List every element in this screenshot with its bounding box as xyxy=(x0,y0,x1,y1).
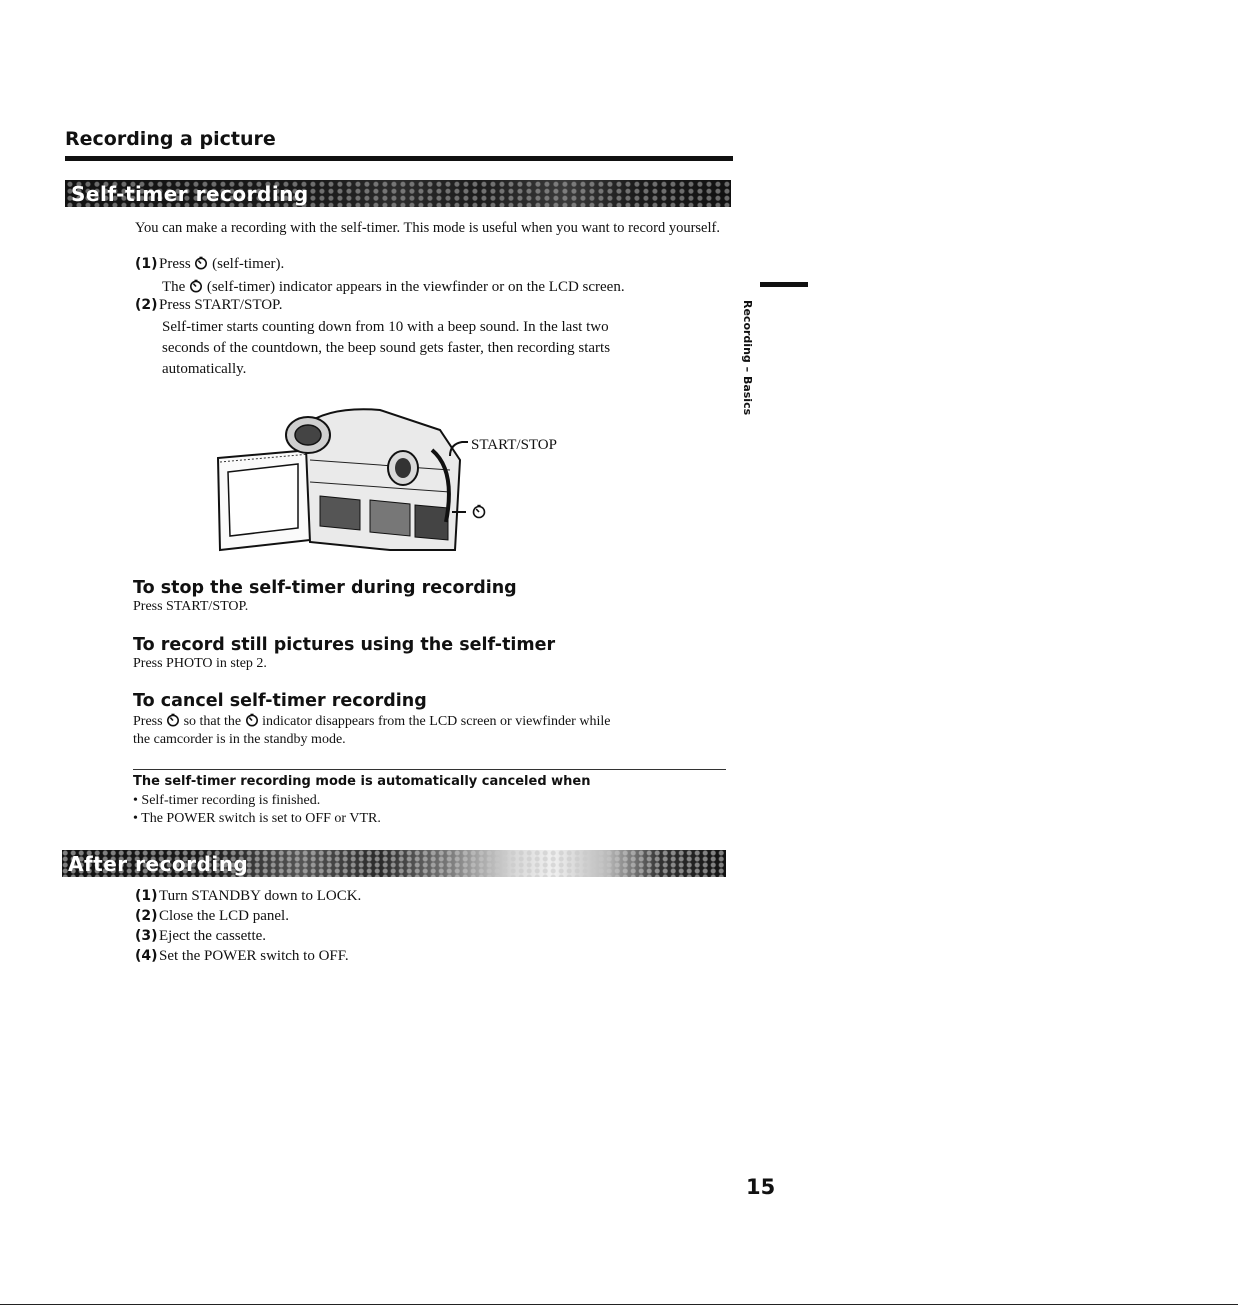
stop-instruction: Press START/STOP. xyxy=(133,599,249,614)
step-2-detail xyxy=(162,317,722,380)
camcorder-illustration xyxy=(210,400,590,560)
step-1-detail xyxy=(162,277,722,298)
step-number: (3) xyxy=(135,928,158,944)
note-heading: The self-timer recording mode is automatically canceled when xyxy=(133,774,591,789)
section-banner-label: After recording xyxy=(68,852,249,876)
cancel-text: so that the xyxy=(183,714,242,729)
page-title: Recording a picture xyxy=(65,128,276,150)
side-tab-text: Recording – Basics xyxy=(741,300,754,416)
cancel-text: indicator disappears from the LCD screen or viewfinder while xyxy=(262,714,611,729)
self-timer-icon xyxy=(245,713,259,727)
step-number: (2) xyxy=(135,297,158,313)
figure-label-start-stop: START/STOP xyxy=(471,437,557,453)
detail-line: automatically. xyxy=(162,361,247,377)
step-text: Press xyxy=(159,256,191,272)
detail-text: (self-timer) indicator appears in the viewfinder or on the LCD screen. xyxy=(206,279,625,295)
bottom-rule xyxy=(0,1304,1238,1305)
step-number: (1) xyxy=(135,256,158,272)
detail-line: seconds of the countdown, the beep sound gets faster, then recording starts xyxy=(162,340,611,356)
step-2 xyxy=(135,297,283,314)
self-timer-icon xyxy=(189,279,203,293)
note-item: • The POWER switch is set to OFF or VTR. xyxy=(133,811,381,826)
heading-record-still: To record still pictures using the self-timer xyxy=(133,635,556,655)
cancel-text: Press xyxy=(133,714,163,729)
self-timer-icon xyxy=(194,256,208,270)
side-tab-label xyxy=(742,300,756,420)
cancel-instruction-line-2: the camcorder is in the standby mode. xyxy=(133,732,346,747)
page-number: 15 xyxy=(746,1175,776,1199)
step-text: Set the POWER switch to OFF. xyxy=(159,948,349,964)
step-text: Close the LCD panel. xyxy=(159,908,289,924)
step-text: Turn STANDBY down to LOCK. xyxy=(159,888,362,904)
after-step-3 xyxy=(135,928,266,945)
detail-text: The xyxy=(162,279,186,295)
step-1 xyxy=(135,256,284,273)
section-banner-self-timer xyxy=(65,180,731,207)
step-text: Press START/STOP. xyxy=(159,297,283,313)
after-step-2 xyxy=(135,908,289,925)
section-banner-label: Self-timer recording xyxy=(71,182,309,206)
header-rule xyxy=(65,156,733,161)
section-banner-after-recording xyxy=(62,850,726,877)
after-step-1 xyxy=(135,888,361,905)
self-timer-icon xyxy=(474,506,485,518)
heading-stop-self-timer: To stop the self-timer during recording xyxy=(133,578,517,598)
step-number: (2) xyxy=(135,908,158,924)
still-instruction: Press PHOTO in step 2. xyxy=(133,656,267,671)
after-step-4 xyxy=(135,948,349,965)
step-number: (1) xyxy=(135,888,158,904)
step-text: Eject the cassette. xyxy=(159,928,267,944)
note-item: • Self-timer recording is finished. xyxy=(133,793,321,808)
detail-line: Self-timer starts counting down from 10 with a beep sound. In the last two xyxy=(162,319,609,335)
step-text: (self-timer). xyxy=(212,256,285,272)
self-timer-icon xyxy=(166,713,180,727)
step-number: (4) xyxy=(135,948,158,964)
heading-cancel-self-timer: To cancel self-timer recording xyxy=(133,691,427,711)
intro-paragraph: You can make a recording with the self-timer. This mode is useful when you want to record yourself. xyxy=(135,220,720,236)
side-tab-marker xyxy=(760,282,808,287)
cancel-instruction-line-1 xyxy=(133,713,610,730)
note-rule xyxy=(133,769,726,770)
